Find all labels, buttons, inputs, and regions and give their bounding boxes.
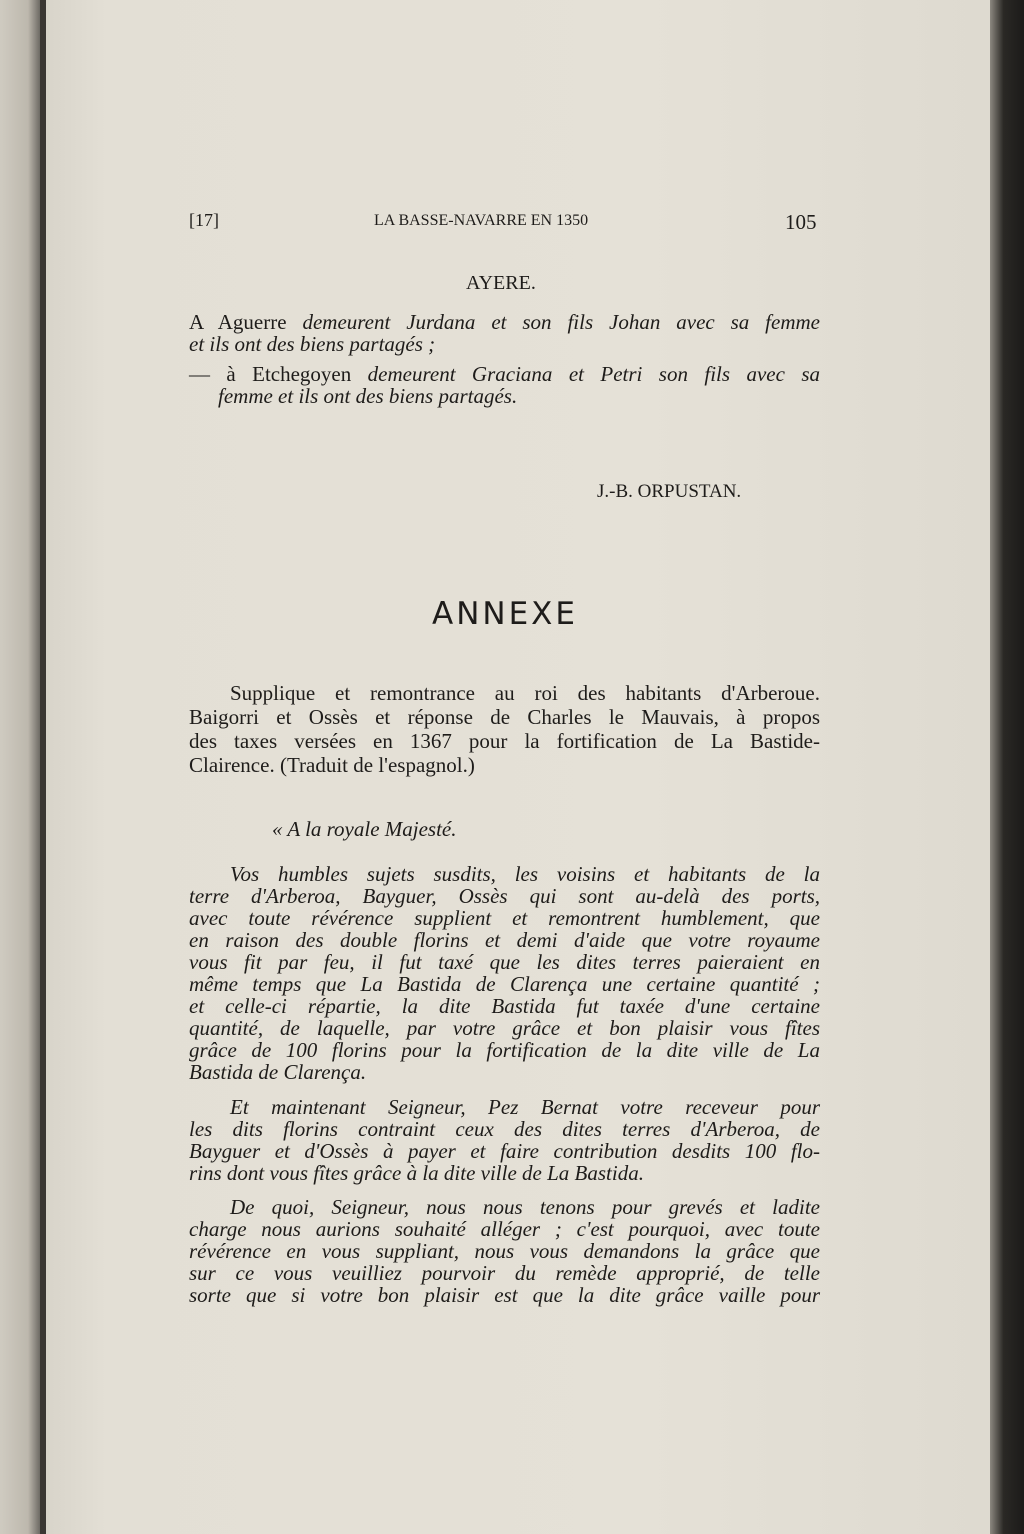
text-run: et celle-ci répartie, la dite Bastida fut taxée d'une certaine bbox=[189, 994, 820, 1018]
page-number: 105 bbox=[785, 210, 817, 234]
text-run: rins dont vous fîtes grâce à la dite ville de La Bastida. bbox=[189, 1161, 644, 1185]
body-paragraph bbox=[189, 1196, 820, 1306]
text-run: charge nous aurions souhaité alléger ; c'est pourquoi, avec toute bbox=[189, 1217, 820, 1241]
text-line bbox=[189, 885, 820, 907]
page-right-edge bbox=[990, 0, 1024, 1534]
text-run: — à Etchegoyen bbox=[189, 362, 368, 386]
text-line bbox=[189, 311, 820, 333]
text-run: en raison des double florins et demi d'aide que votre royaume bbox=[189, 928, 820, 952]
text-run: De quoi, Seigneur, nous nous tenons pour grevés et ladite bbox=[230, 1195, 820, 1219]
text-run: Baigorri et Ossès et réponse de Charles le Mauvais, à propos bbox=[189, 705, 820, 729]
text-line bbox=[189, 1240, 820, 1262]
text-run: Clairence. (Traduit de l'espagnol.) bbox=[189, 753, 475, 777]
text-line bbox=[189, 1017, 820, 1039]
text-line bbox=[189, 929, 820, 951]
text-run: vous fit par feu, il fut taxé que les dites terres paieraient en bbox=[189, 950, 820, 974]
text-run: terre d'Arberoa, Bayguer, Ossès qui sont au-delà des ports, bbox=[189, 884, 820, 908]
running-title: LA BASSE-NAVARRE EN 1350 bbox=[374, 212, 589, 229]
entry-aguerre bbox=[189, 311, 820, 355]
text-line bbox=[189, 363, 820, 385]
text-line bbox=[189, 705, 820, 729]
text-line bbox=[189, 1284, 820, 1306]
annexe-heading: ANNEXE bbox=[432, 596, 578, 632]
text-line bbox=[189, 1262, 820, 1284]
text-run: Bastida de Clarença. bbox=[189, 1060, 367, 1084]
text-line bbox=[189, 863, 820, 885]
facing-page-edge bbox=[0, 0, 40, 1534]
body-paragraph bbox=[189, 1096, 820, 1184]
text-run: femme et ils ont des biens partagés. bbox=[218, 384, 518, 408]
text-run: les dits florins contraint ceux des dites terres d'Arberoa, de bbox=[189, 1117, 820, 1141]
text-line bbox=[189, 333, 820, 355]
salutation: « A la royale Majesté. bbox=[272, 817, 457, 841]
text-line bbox=[189, 753, 820, 777]
text-line bbox=[189, 973, 820, 995]
text-line bbox=[189, 681, 820, 705]
text-run: révérence en vous suppliant, nous vous demandons la grâce que bbox=[189, 1239, 820, 1263]
text-run: Vos humbles sujets susdits, les voisins et habitants de la bbox=[230, 862, 820, 886]
text-line bbox=[189, 729, 820, 753]
entry-etchegoyen bbox=[189, 363, 820, 407]
text-run: quantité, de laquelle, par votre grâce et bon plaisir vous fîtes bbox=[189, 1016, 820, 1040]
text-run: A Aguerre bbox=[189, 310, 303, 334]
text-line bbox=[189, 1162, 820, 1184]
body-paragraph bbox=[189, 863, 820, 1083]
text-run: sorte que si votre bon plaisir est que la dite grâce vaille pour bbox=[189, 1283, 820, 1307]
text-line bbox=[189, 1218, 820, 1240]
text-line bbox=[189, 951, 820, 973]
author-signature: J.-B. ORPUSTAN. bbox=[597, 481, 742, 502]
text-line bbox=[189, 1096, 820, 1118]
text-run: Supplique et remontrance au roi des habitants d'Arberoue. bbox=[230, 681, 820, 705]
section-number: [17] bbox=[189, 210, 219, 230]
text-run: et ils ont des biens partagés ; bbox=[189, 332, 436, 356]
text-line bbox=[189, 1140, 820, 1162]
text-line bbox=[189, 995, 820, 1017]
text-run: demeurent Jurdana et son fils Johan avec sa femme bbox=[302, 310, 820, 334]
text-run: des taxes versées en 1367 pour la fortification de La Bastide- bbox=[189, 729, 820, 753]
text-run: demeurent Graciana et Petri son fils avec sa bbox=[367, 362, 820, 386]
text-line bbox=[189, 1196, 820, 1218]
text-line bbox=[189, 1118, 820, 1140]
text-run: Et maintenant Seigneur, Pez Bernat votre receveur pour bbox=[230, 1095, 820, 1119]
text-run: avec toute révérence supplient et remontrent humblement, que bbox=[189, 906, 820, 930]
section-heading-ayere: AYERE. bbox=[466, 272, 536, 294]
text-line bbox=[189, 385, 820, 407]
text-run: grâce de 100 florins pour la fortification de la dite ville de La bbox=[189, 1038, 820, 1062]
intro-paragraph bbox=[189, 681, 820, 777]
text-line bbox=[189, 1039, 820, 1061]
text-line bbox=[189, 907, 820, 929]
text-line bbox=[189, 1061, 820, 1083]
text-run: sur ce vous veuilliez pourvoir du remède approprié, de telle bbox=[189, 1261, 820, 1285]
text-run: Bayguer et d'Ossès à payer et faire contribution desdits 100 flo- bbox=[189, 1139, 820, 1163]
text-run: même temps que La Bastida de Clarença une certaine quantité ; bbox=[189, 972, 820, 996]
